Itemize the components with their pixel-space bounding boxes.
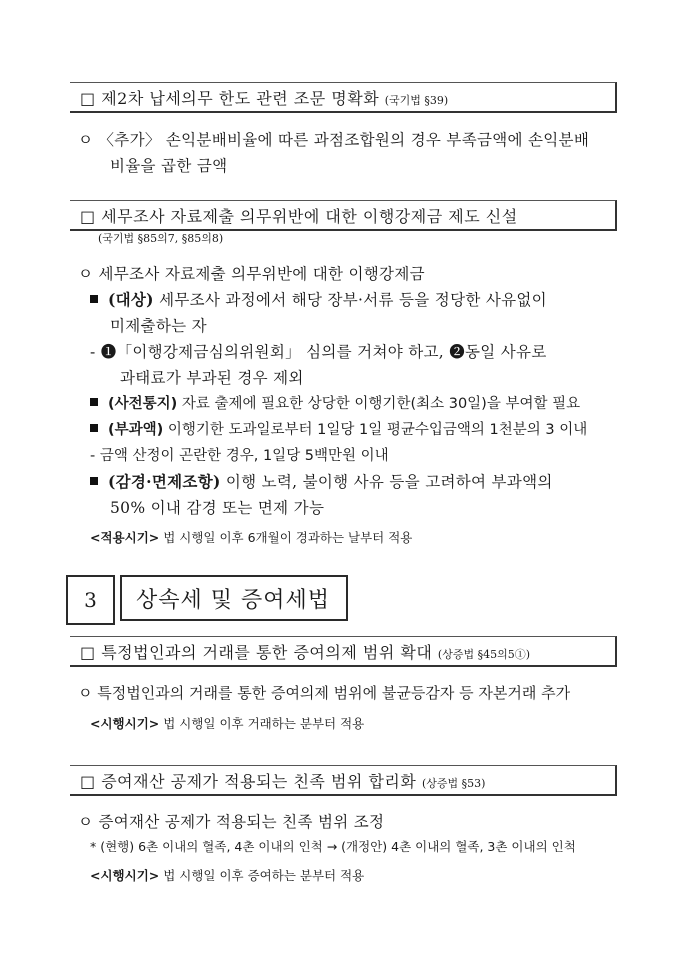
section-title: □ 세무조사 자료제출 의무위반에 대한 이행강제금 제도 신설 (80, 207, 518, 226)
bullet-levy: (부과액) 이행기한 도과일로부터 1일당 1일 평균수입금액의 1천분의 3 이내 (90, 418, 587, 439)
law-reference: (상증법 §53) (421, 777, 486, 790)
paragraph: ㅇ 〈추가〉 손익분배비율에 따른 과점조합원의 경우 부족금액에 손익분배 (78, 131, 590, 149)
paragraph-cont: 비율을 곱한 금액 (110, 157, 228, 175)
section-header-secondary-liability (70, 82, 617, 113)
law-reference: (상증법 §45의5①) (437, 648, 530, 661)
bullet-target-cont: 미제출하는 자 (110, 317, 207, 335)
effective-date: <적용시기> 법 시행일 이후 6개월이 경과하는 날부터 적용 (90, 530, 413, 545)
square-bullet-icon (90, 477, 98, 485)
chapter-title: 상속세 및 증여세법 (120, 575, 348, 621)
section-header-enforcement-fine (70, 200, 617, 231)
bullet-notice: (사전통지) 자료 출제에 필요한 상당한 이행기한(최소 30일)을 부여할 필요 (90, 392, 580, 413)
section-header-specific-corp (70, 636, 617, 667)
footnote-comparison: * (현행) 6촌 이내의 혈족, 4촌 이내의 인척 → (개정안) 4촌 이내의 혈족, 3촌 이내의 인척 (90, 839, 576, 854)
chapter-number: 3 (66, 575, 115, 625)
bullet-reduction-cont: 50% 이내 감경 또는 면제 가능 (110, 499, 325, 517)
section-title: □ 특정법인과의 거래를 통한 증여의제 범위 확대 (80, 643, 433, 662)
paragraph: ㅇ 세무조사 자료제출 의무위반에 대한 이행강제금 (78, 265, 425, 283)
paragraph: ㅇ 증여재산 공제가 적용되는 친족 범위 조정 (78, 813, 385, 831)
section-title: □ 증여재산 공제가 적용되는 친족 범위 합리화 (80, 772, 417, 791)
bullet-reduction: (감경·면제조항) 이행 노력, 불이행 사유 등을 고려하여 부과액의 (90, 470, 553, 492)
sub-item: - 금액 산정이 곤란한 경우, 1일당 5백만원 이내 (90, 448, 389, 464)
paragraph: ㅇ 특정법인과의 거래를 통한 증여의제 범위에 불균등감자 등 자본거래 추가 (78, 684, 571, 702)
effective-date: <시행시기> 법 시행일 이후 증여하는 분부터 적용 (90, 868, 365, 883)
square-bullet-icon (90, 424, 98, 432)
section-title: □ 제2차 납세의무 한도 관련 조문 명확화 (80, 89, 380, 108)
section-header-gift-deduction (70, 765, 617, 796)
sub-item-cont: 과태료가 부과된 경우 제외 (120, 369, 304, 387)
bullet-target: (대상) 세무조사 과정에서 해당 장부·서류 등을 정당한 사유없이 (90, 288, 547, 310)
square-bullet-icon (90, 295, 98, 303)
law-reference: (국기법 §85의7, §85의8) (98, 232, 224, 245)
square-bullet-icon (90, 398, 98, 406)
sub-item: - ❶「이행강제금심의위원회」 심의를 거쳐야 하고, ❷동일 사유로 (90, 343, 547, 361)
effective-date: <시행시기> 법 시행일 이후 거래하는 분부터 적용 (90, 716, 365, 731)
law-reference: (국기법 §39) (384, 94, 449, 107)
